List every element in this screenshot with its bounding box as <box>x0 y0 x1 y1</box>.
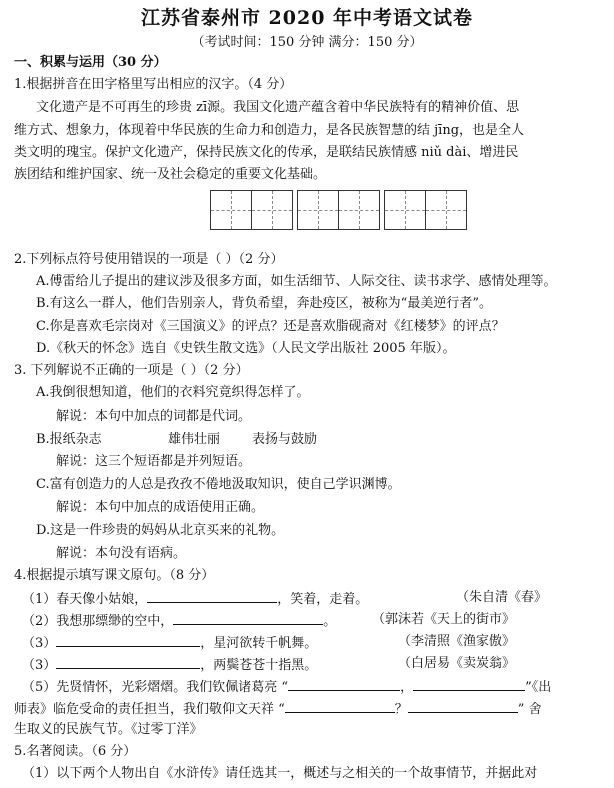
q4-text: ， <box>400 680 414 695</box>
q2-option-b: B.有这么一群人，他们告别亲人，背负希望，奔赴疫区，被称为“最美逆行者”。 <box>36 296 492 311</box>
answer-box[interactable] <box>210 190 252 230</box>
q2-option-c: C.你是喜欢毛宗岗对《三国演义》的评点？还是喜欢脂砚斋对《红楼梦》的评点？ <box>36 319 505 334</box>
exam-title: 江苏省泰州市 2020 年中考语文试卷 <box>140 7 474 29</box>
answer-box[interactable] <box>338 190 380 230</box>
q1-passage-line: 族团结和维护国家、统一及社会稳定的重要文化基础。 <box>14 167 327 182</box>
fill-blank[interactable] <box>147 589 277 603</box>
q4-text: ，星河欲转千帆舞。 <box>200 636 318 651</box>
q3-stem: 3. 下列解说不正确的一项是（ ）（2 分） <box>14 363 249 378</box>
q4-line-3 <box>22 633 317 653</box>
q4-line-7: 生取义的民族气节。《过零丁洋》 <box>14 722 203 737</box>
q4-text: （3） <box>22 636 57 651</box>
answer-box[interactable] <box>384 190 426 230</box>
q4-text: （2）我想那缥缈的空中， <box>22 614 174 629</box>
fill-blank[interactable] <box>56 655 200 669</box>
q4-source: （郭沫若《天上的街市》 <box>372 612 516 627</box>
fill-blank[interactable] <box>173 611 323 625</box>
q3-note-d: 解说：本句没有语病。 <box>56 546 187 561</box>
fill-blank[interactable] <box>56 633 200 647</box>
q4-text: ”《出 <box>525 680 552 695</box>
q4-text: ，两鬓苍苍十指黑。 <box>200 658 318 673</box>
q4-source: （白居易《卖炭翁》 <box>398 656 516 671</box>
q4-text: 。 <box>323 614 337 629</box>
q4-text: （1）春天像小姑娘， <box>22 592 148 607</box>
q4-line-6 <box>14 699 542 719</box>
q3-option-c: C.富有创造力的人总是孜孜不倦地汲取知识，使自己学识渊博。 <box>36 477 401 492</box>
q5-line-1: （1）以下两个人物出自《水浒传》请任选其一，概述与之相关的一个故事情节，并据此对 <box>22 766 538 781</box>
q3-option-b-phrase: 表扬与鼓励 <box>252 432 318 447</box>
q2-option-a: A.傅雷给儿子提出的建议涉及很多方面，如生活细节、人际交往、读书求学、感情处理等。 <box>36 274 557 289</box>
answer-box-group-3 <box>384 190 466 230</box>
q3-option-b: B.报纸杂志 <box>36 432 102 447</box>
exam-subtitle: （考试时间：150 分钟 满分：150 分） <box>191 35 423 50</box>
q3-option-d: D.这是一件珍贵的妈妈从北京买来的礼物。 <box>36 523 285 538</box>
q3-note-a: 解说：本句中加点的词都是代词。 <box>56 409 252 424</box>
q1-stem: 1.根据拼音在田字格里写出相应的汉字。（4 分） <box>14 77 293 92</box>
q4-source: （李清照《渔家傲》 <box>398 634 516 649</box>
q4-line-4 <box>22 655 317 675</box>
q1-passage-line: 维方式、想象力，体现着中华民族的生命力和创造力，是各民族智慧的结 jīng，也是全人 <box>14 123 525 138</box>
fill-blank[interactable] <box>288 677 400 691</box>
section-heading: 一、积累与运用（30 分） <box>14 55 167 70</box>
q3-note-b: 解说：这三个短语都是并列短语。 <box>56 454 252 469</box>
q4-stem: 4.根据提示填写课文原句。（8 分） <box>14 568 215 583</box>
q4-source: （朱自清《春》 <box>456 590 548 605</box>
fill-blank[interactable] <box>285 699 395 713</box>
answer-box[interactable] <box>297 190 339 230</box>
q4-line-1 <box>22 589 368 609</box>
answer-box[interactable] <box>251 190 293 230</box>
q1-passage-line: 类文明的瑰宝。保护文化遗产，保持民族文化的传承，是联结民族情感 niǔ dài、增进民 <box>14 145 519 160</box>
fill-blank[interactable] <box>408 699 518 713</box>
q4-text: （5）先贤情怀，光彩熠熠。我们钦佩诸葛亮 “ <box>22 680 289 695</box>
q3-note-c: 解说：本句中加点的成语使用正确。 <box>56 500 265 515</box>
fill-blank[interactable] <box>413 677 525 691</box>
tianzige-grid <box>210 190 471 230</box>
answer-box-group-2 <box>297 190 379 230</box>
q4-text: ，笑着，走着。 <box>277 592 369 607</box>
q4-text: 师表》临危受命的责任担当，我们敬仰文天祥 “ <box>14 702 285 717</box>
q2-option-d: D.《秋天的怀念》选自《史铁生散文选》（人民文学出版社 2005 年版）。 <box>36 341 456 356</box>
q3-option-b-phrase: 雄伟壮丽 <box>168 432 221 447</box>
q1-passage-line: 文化遗产是不可再生的珍贵 zī源。我国文化遗产蕴含着中华民族特有的精神价值、思 <box>36 100 520 115</box>
q4-line-2 <box>22 611 336 631</box>
q3-option-a: A.我倒很想知道，他们的衣料究竟织得怎样了。 <box>36 385 310 400</box>
q5-stem: 5.名著阅读。（6 分） <box>14 744 137 759</box>
q2-stem: 2.下列标点符号使用错误的一项是（ ）（2 分） <box>14 252 284 267</box>
q4-line-5 <box>22 677 551 697</box>
answer-box[interactable] <box>425 190 467 230</box>
q4-text: ？ <box>394 702 408 717</box>
answer-box-group-1 <box>210 190 292 230</box>
q4-text: ” 舍 <box>517 702 542 717</box>
q4-text: （3） <box>22 658 57 673</box>
